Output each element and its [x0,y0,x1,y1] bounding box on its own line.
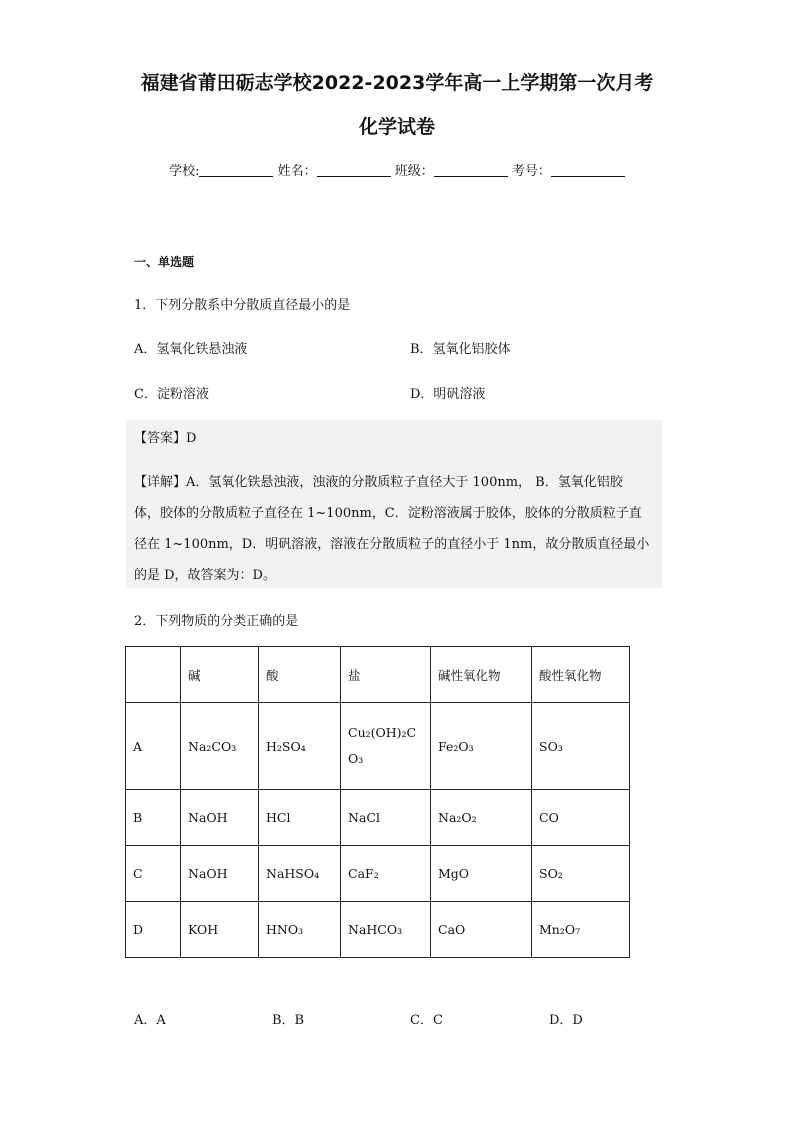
q1-explanation-line: 径在 1~100nm，D．明矾溶液，溶液在分散质粒子的直径小于 1nm，故分散质直径最小 [134,537,650,552]
table-header-row [126,647,630,703]
table-cell: NaOH [181,846,259,902]
table-cell: D [126,902,181,958]
exam-number-label: 考号： [511,164,551,179]
q1-option-a: A．氢氧化铁悬浊液 [134,342,248,357]
table-row [126,846,630,902]
table-cell: NaOH [181,790,259,846]
q1-explanation-line: 体，胶体的分散质粒子直径在 1~100nm，C．淀粉溶液属于胶体，胶体的分散质粒子直 [134,506,642,521]
section-heading: 一、单选题 [134,255,195,269]
table-cell: KOH [181,902,259,958]
table-cell: Na₂CO₃ [181,703,259,790]
table-header-cell: 碱 [181,647,259,703]
exam-title-line2: 化学试卷 [358,116,435,138]
q1-option-d: D．明矾溶液 [410,387,486,402]
table-header-cell: 盐 [341,647,431,703]
q2-option-c: C．C [410,1013,443,1028]
table-cell: Mn₂O₇ [532,902,630,958]
table-cell: B [126,790,181,846]
q2-option-b: B．B [272,1013,305,1028]
q2-stem: 2．下列物质的分类正确的是 [134,614,299,629]
q2-option-d: D．D [549,1013,583,1028]
table-header-cell [126,647,181,703]
table-cell: A [126,703,181,790]
table-cell: Na₂O₂ [431,790,532,846]
exam-number-blank[interactable] [551,164,625,177]
table-cell: H₂SO₄ [259,703,341,790]
table-cell: CO [532,790,630,846]
table-cell: CaF₂ [341,846,431,902]
table-header-cell: 酸 [259,647,341,703]
table-cell: NaHCO₃ [341,902,431,958]
table-cell: MgO [431,846,532,902]
classification-table [125,646,630,958]
q1-explanation-line: 的是 D，故答案为：D。 [134,568,276,583]
table-cell: HNO₃ [259,902,341,958]
school-blank[interactable] [199,164,273,177]
table-header-cell: 酸性氧化物 [532,647,630,703]
table-header-cell: 碱性氧化物 [431,647,532,703]
q1-answer-box [126,420,662,588]
table-cell: SO₂ [532,846,630,902]
table-cell: C [126,846,181,902]
student-info-fields [0,160,794,179]
q1-option-b: B．氢氧化铝胶体 [410,342,511,357]
class-blank[interactable] [434,164,508,177]
name-blank[interactable] [317,164,391,177]
q1-option-c: C．淀粉溶液 [134,387,209,402]
q1-stem: 1．下列分散系中分散质直径最小的是 [134,298,351,313]
table-cell: HCl [259,790,341,846]
table-cell: NaHSO₄ [259,846,341,902]
exam-title-line1: 福建省莆田砺志学校2022-2023学年高一上学期第一次月考 [140,72,654,94]
table-cell: Cu₂(OH)₂CO₃ [341,703,431,790]
name-label: 姓名： [277,164,317,179]
q1-explanation-line: 【详解】A．氢氧化铁悬浊液，浊液的分散质粒子直径大于 100nm， B．氢氧化铝胶 [134,475,623,490]
table-cell: Fe₂O₃ [431,703,532,790]
table-row [126,703,630,790]
table-cell: SO₃ [532,703,630,790]
table-cell: CaO [431,902,532,958]
table-cell: NaCl [341,790,431,846]
table-row [126,790,630,846]
q1-answer: 【答案】D [134,431,197,446]
school-label: 学校: [169,164,200,179]
class-label: 班级： [394,164,434,179]
table-row [126,902,630,958]
q2-option-a: A．A [134,1013,166,1028]
